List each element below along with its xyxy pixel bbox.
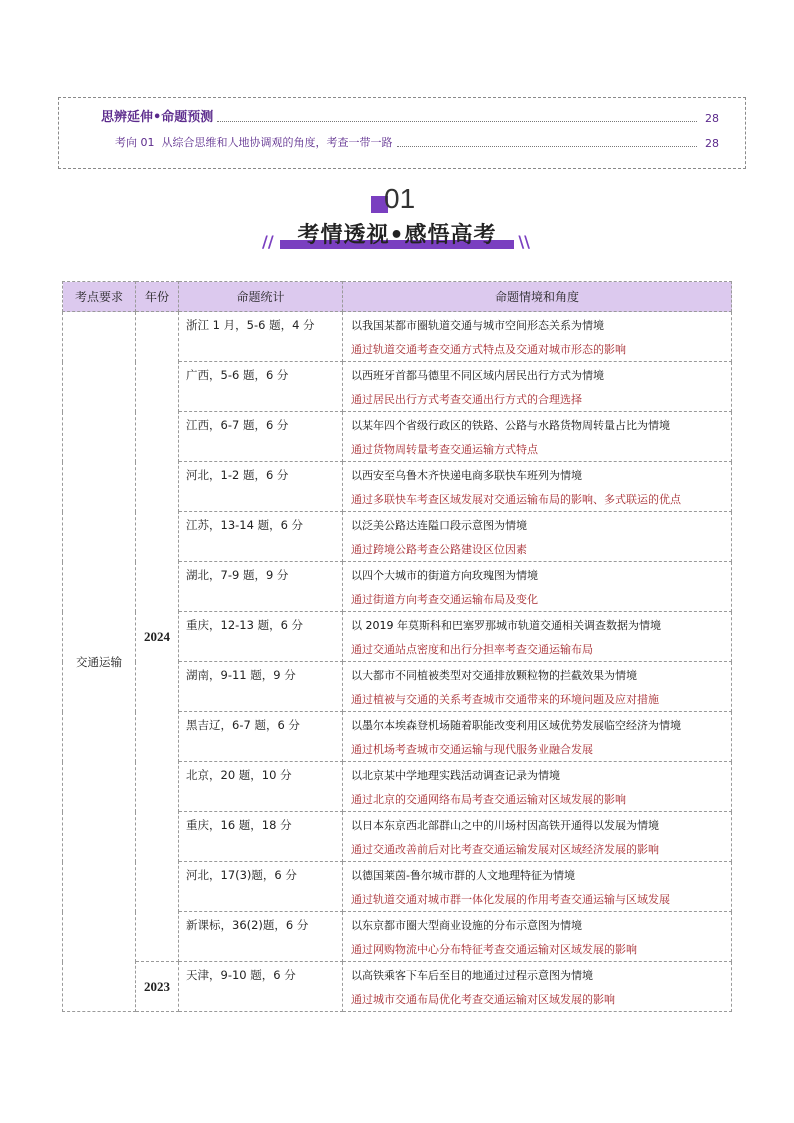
context-text: 以 2019 年莫斯科和巴塞罗那城市轨道交通相关调查数据为情境: [351, 619, 661, 632]
context-text: 以大都市不同植被类型对交通排放颗粒物的拦截效果为情境: [351, 669, 637, 682]
section-number: [370, 183, 430, 217]
statistics-cell: [179, 862, 343, 912]
angle-text: 通过植被与交通的关系考查城市交通带来的环境问题及应对措施: [351, 693, 659, 706]
header-context: 命题情境和角度: [343, 282, 732, 312]
statistics-cell: [179, 962, 343, 1012]
angle-text: 通过交通改善前后对比考查交通运输发展对区域经济发展的影响: [351, 843, 659, 856]
context-cell: [343, 462, 732, 512]
statistics-cell: [179, 362, 343, 412]
topic-cell: 交通运输: [63, 312, 136, 1012]
statistics-cell: [179, 462, 343, 512]
statistics-cell: [179, 312, 343, 362]
statistics-text: 湖北，7-9 题，9 分: [186, 568, 289, 582]
statistics-cell: [179, 912, 343, 962]
statistics-text: 江西，6-7 题，6 分: [186, 418, 289, 432]
statistics-cell: [179, 662, 343, 712]
table-row: [63, 312, 732, 362]
table-row: [63, 962, 732, 1012]
statistics-text: 北京，20 题，10 分: [186, 768, 292, 782]
toc-entry-title: 思辨延伸•命题预测: [101, 110, 214, 125]
toc-page-number: 28: [705, 112, 719, 125]
year-cell: 2023: [136, 962, 179, 1012]
angle-text: 通过多联快车考查区域发展对交通运输布局的影响、多式联运的优点: [351, 493, 681, 506]
context-text: 以日本东京西北部群山之中的川场村因高铁开通得以发展为情境: [351, 819, 659, 832]
context-text: 以东京都市圈大型商业设施的分布示意图为情境: [351, 919, 582, 932]
angle-text: 通过街道方向考查交通运输布局及变化: [351, 593, 538, 606]
context-text: 以高铁乘客下车后至目的地通过过程示意图为情境: [351, 969, 593, 982]
statistics-cell: [179, 812, 343, 862]
header-statistics: 命题统计: [179, 282, 343, 312]
angle-text: 通过北京的交通网络布局考查交通运输对区域发展的影响: [351, 793, 626, 806]
header-requirement: 考点要求: [63, 282, 136, 312]
section-number-text: 01: [384, 183, 416, 214]
angle-text: 通过交通站点密度和出行分担率考查交通运输布局: [351, 643, 593, 656]
context-cell: [343, 712, 732, 762]
context-cell: [343, 512, 732, 562]
table-header-row: [63, 282, 732, 312]
statistics-text: 重庆，16 题，18 分: [186, 818, 292, 832]
header-year: 年份: [136, 282, 179, 312]
context-cell: [343, 962, 732, 1012]
angle-text: 通过居民出行方式考查交通出行方式的合理选择: [351, 393, 582, 406]
angle-text: 通过货物周转量考查交通运输方式特点: [351, 443, 538, 456]
context-text: 以我国某都市圈轨道交通与城市空间形态关系为情境: [351, 319, 604, 332]
context-cell: [343, 762, 732, 812]
context-text: 以西安至乌鲁木齐快递电商多联快车班列为情境: [351, 469, 582, 482]
angle-text: 通过跨境公路考查公路建设区位因素: [351, 543, 527, 556]
context-cell: [343, 862, 732, 912]
angle-text: 通过轨道交通考查交通方式特点及交通对城市形态的影响: [351, 343, 626, 356]
context-text: 以德国莱茵-鲁尔城市群的人文地理特征为情境: [351, 869, 575, 882]
toc-entry-title: 考向 01 从综合思维和人地协调观的角度，考查一带一路: [115, 136, 393, 149]
slash-decoration-left: //: [262, 232, 274, 251]
toc-leader-dots: [397, 146, 698, 147]
statistics-text: 黑吉辽，6-7 题，6 分: [186, 718, 300, 732]
toc-entry-1[interactable]: [59, 106, 745, 125]
statistics-cell: [179, 562, 343, 612]
context-cell: [343, 662, 732, 712]
statistics-cell: [179, 712, 343, 762]
statistics-text: 新课标，36(2)题，6 分: [186, 918, 309, 932]
context-text: 以墨尔本埃森登机场随着职能改变利用区域优势发展临空经济为情境: [351, 719, 681, 732]
context-text: 以北京某中学地理实践活动调查记录为情境: [351, 769, 560, 782]
context-cell: [343, 412, 732, 462]
context-cell: [343, 612, 732, 662]
statistics-text: 江苏，13-14 题，6 分: [186, 518, 304, 532]
context-cell: [343, 312, 732, 362]
toc-page-number: 28: [705, 137, 719, 150]
statistics-text: 湖南，9-11 题，9 分: [186, 668, 296, 682]
statistics-text: 河北，1-2 题，6 分: [186, 468, 289, 482]
year-cell: 2024: [136, 312, 179, 962]
statistics-text: 重庆，12-13 题，6 分: [186, 618, 304, 632]
context-text: 以某年四个省级行政区的铁路、公路与水路货物周转量占比为情境: [351, 419, 670, 432]
angle-text: 通过轨道交通对城市群一体化发展的作用考查交通运输与区域发展: [351, 893, 670, 906]
statistics-cell: [179, 512, 343, 562]
statistics-text: 广西，5-6 题，6 分: [186, 368, 289, 382]
context-cell: [343, 362, 732, 412]
section-title: 考情透视•感悟高考: [297, 223, 497, 248]
table-of-contents: [58, 97, 746, 169]
statistics-cell: [179, 762, 343, 812]
toc-leader-dots: [217, 121, 697, 122]
context-cell: [343, 562, 732, 612]
context-text: 以泛美公路达连隘口段示意图为情境: [351, 519, 527, 532]
statistics-cell: [179, 612, 343, 662]
context-text: 以西班牙首都马德里不同区域内居民出行方式为情境: [351, 369, 604, 382]
statistics-text: 河北，17(3)题，6 分: [186, 868, 297, 882]
angle-text: 通过机场考查城市交通运输与现代服务业融合发展: [351, 743, 593, 756]
toc-entry-2[interactable]: [59, 134, 745, 150]
context-cell: [343, 812, 732, 862]
exam-analysis-table: [62, 281, 732, 1012]
section-heading: [262, 218, 532, 254]
statistics-cell: [179, 412, 343, 462]
statistics-text: 天津，9-10 题，6 分: [186, 968, 296, 982]
context-text: 以四个大城市的街道方向玫瑰图为情境: [351, 569, 538, 582]
slash-decoration-right: \\: [518, 232, 530, 251]
context-cell: [343, 912, 732, 962]
angle-text: 通过城市交通布局优化考查交通运输对区域发展的影响: [351, 993, 615, 1006]
statistics-text: 浙江 1 月，5-6 题，4 分: [186, 318, 315, 332]
angle-text: 通过网购物流中心分布特征考查交通运输对区域发展的影响: [351, 943, 637, 956]
